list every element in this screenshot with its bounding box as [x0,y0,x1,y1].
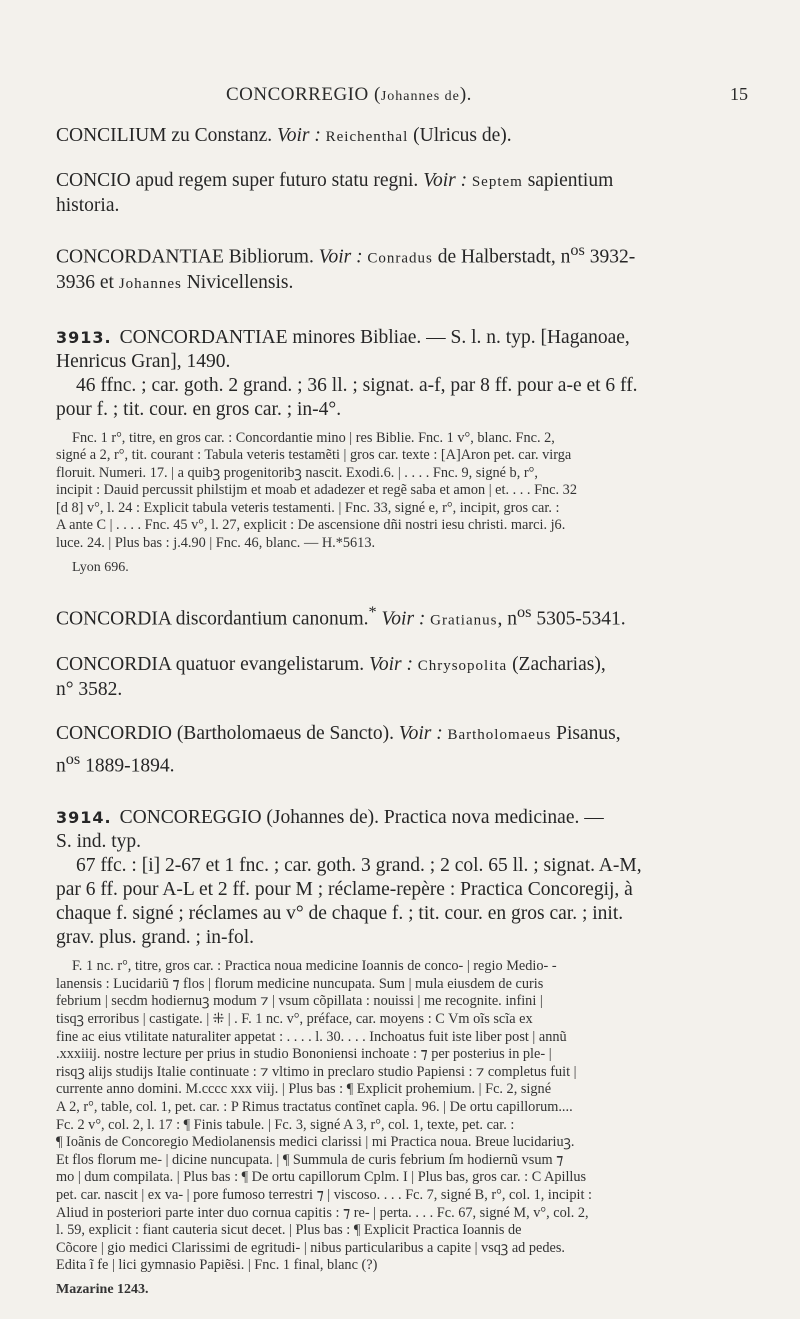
library-location: Lyon 696. [72,559,129,575]
page-body [56,124,752,1319]
page-number: 15 [730,84,748,104]
entry-3914: 3914. CONCOREGGIO (Johannes de). Practica nova medicinae. — S. ind. typ. 67 ffc. : [i] 2-67 et 1 fnc. ; car. goth. 3 grand. ; 2 col. 65 ll. ; signat. A-M, par 6 ff. pour A-L et 2 ff. pour M ; réclame-repère : Practica Concoregij, à chaque f. signé ; réclames au v° de chaque f. ; tit. cour. en gros car. ; init. grav. plus. grand. ; in-fol. F. 1 nc. r°, titre, gros car. : Practica noua medicine Ioannis de conco- | regio Medio- - lanensis : Lucidariũ ⁊ flos | florum medicine nuncupata. Sum | mula eiusdem de curis febrium | secdm hodiernuꝫ modum ⁊ | vsum cõpillata : nouissi | me recognite. infini | tisqꝫ erroribus | castigate. | ⁜ | . F. 1 nc. v°, préface, car. moyens : C Vm oĩs scĩa ex fine ac eius vtilitate naturaliter appetat : . . . . l. 30. . . . Inchoatus fuit iste liber post | annũ .xxxiiij. nostre lecture per prius in studio Bononiensi inchoate : ⁊ per posterius in ple- | risqꝫ alijs studijs Italie continuate : ⁊ vltimo in preclaro studio Papiensi : ⁊ completus fuit | currente anno domini. M.cccc xxx viij. | Plus bas : ¶ Explicit prohemium. | Fc. 2, signé A 2, r°, table, col. 1, pet. car. : P Rimus tractatus contĩnet capl̃a. 96. | De ortu capillorum.... Fc. 2 v°, col. 2, l. 17 : ¶ Finis tabule. | Fc. 3, signé A 3, r°, col. 1, texte, pet. car. : ¶ Ioãnis de Concoregio Mediolanensis medici clarissi | mi Practica noua. Breue lucidariuꝫ. Et flos florum me- | dicine nuncupata. | ¶ Summula de curis febrium ſm hodiernũ vsum ⁊ mo | dum compilata. | Plus bas : ¶ De ortu capillorum Cplm. I | Plus bas, gros car. : C Apillus pet. car. nascit | ex va- | pore fumoso terrestri ⁊ | viscoso. . . . Fc. 7, signé B, r°, col. 1, incipit : Aliud in posteriori parte inter duo cornua capitis : ⁊ re- | perta. . . . Fc. 67, signé M, v°, col. 2, l. 59, explicit : fiant cauteria sicut decet. | Plus bas : ¶ Explicit Practica Ioannis de Cõcore | gio medici Clarissimi de egritudi- | nibus particularibus a capite | vsqꝫ ad pedes. Edita ĩ fe | lici gymnasio Papiẽsi. | Fnc. 1 final, blanc (?) Mazarine 1243. [56,806,752,1298]
collation-3913: Fnc. 1 r°, titre, en gros car. : Concordantie mino | res Biblie. Fnc. 1 v°, blanc. Fnc. 2, signé a 2, r°, tit. courant : Tabula veteris testamẽti | gros car. texte : [A]Aron pet. car. virga floruit. Numeri. 17. | a quibꝫ progenitoribꝫ nascit. Exodi.6. | . . . . Fnc. 9, signé b, r°, incipit : Dauid percussit philstijm et moab et adadezer et regẽ saba et amon | et. . . . Fnc. 32 [d 8] v°, l. 24 : Explicit tabula veteris testamenti. | Fnc. 33, signé e, r°, incipit, gros car. : A ante C | . . . . Fnc. 45 v°, l. 27, explicit : De ascensione dñi nostri iesu christi. marci. j6. luce. 24. | Plus bas : j.4.90 | Fnc. 46, blanc. — H.*5613. Lyon 696. [56,430,752,577]
entry-concordantiae-bibliorum: CONCORDANTIAE Bibliorum. Voir : Conradus de Halberstadt, $n^{os}$ 3932- 3936 et Johannes Nivicellensis. [56,241,636,293]
collation-3914: F. 1 nc. r°, titre, gros car. : Practica noua medicine Ioannis de conco- | regio Medio- - lanensis : Lucidariũ ⁊ flos | florum medicine nuncupata. Sum | mula eiusdem de curis febrium | secdm hodiernuꝫ modum ⁊ | vsum cõpillata : nouissi | me recognite. infini | tisqꝫ erroribus | castigate. | ⁜ | . F. 1 nc. v°, préface, car. moyens : C Vm oĩs scĩa ex fine ac eius vtilitate naturaliter appetat : . . . . l. 30. . . . Inchoatus fuit iste liber post | annũ .xxxiiij. nostre lecture per prius in studio Bononiensi inchoate : ⁊ per posterius in ple- | risqꝫ alijs studijs Italie continuate : ⁊ vltimo in preclaro studio Papiensi : ⁊ completus fuit | currente anno domini. M.cccc xxx viij. | Plus bas : ¶ Explicit prohemium. | Fc. 2, signé A 2, r°, table, col. 1, pet. car. : P Rimus tractatus contĩnet capl̃a. 96. | De ortu capillorum.... Fc. 2 v°, col. 2, l. 17 : ¶ Finis tabule. | Fc. 3, signé A 3, r°, col. 1, texte, pet. car. : ¶ Ioãnis de Concoregio Mediolanensis medici clarissi | mi Practica noua. Breue lucidariuꝫ. Et flos florum me- | dicine nuncupata. | ¶ Summula de curis febrium ſm hodiernũ vsum ⁊ mo | dum compilata. | Plus bas : ¶ De ortu capillorum Cplm. I | Plus bas, gros car. : C Apillus pet. car. nascit | ex va- | pore fumoso terrestri ⁊ | viscoso. . . . Fc. 7, signé B, r°, col. 1, incipit : Aliud in posteriori parte inter duo cornua capitis : ⁊ re- | perta. . . . Fc. 67, signé M, v°, col. 2, l. 59, explicit : fiant cauteria sicut decet. | Plus bas : ¶ Explicit Practica Ioannis de Cõcore | gio medici Clarissimi de egritudi- | nibus particularibus a capite | vsqꝫ ad pedes. Edita ĩ fe | lici gymnasio Papiẽsi. | Fnc. 1 final, blanc (?) Mazarine 1243. [56,958,752,1298]
entry-concordia-discordantium: CONCORDIA discordantium canonum.* Voir : Gratianus, $n^{os}$ 5305-5341. [56,603,626,630]
entry-number: 3914. [56,808,112,828]
library-location: Mazarine 1243. [56,1281,149,1297]
entry-concilium: CONCILIUM zu Constanz. Voir : Reichenthal (Ulricus de). [56,125,512,146]
entry-concordia-evangelistarum: CONCORDIA quatuor evangelistarum. Voir : Chrysopolita (Zacharias), n° 3582. [56,653,606,700]
entry-3913: 3913. CONCORDANTIAE minores Bibliae. — S. l. n. typ. [Haganoae, Henricus Gran], 1490. 46 ffnc. ; car. goth. 2 grand. ; 36 ll. ; signat. a-f, par 8 ff. pour a-e et 6 ff. pour f. ; tit. cour. en gros car. ; in-4°. Fnc. 1 r°, titre, en gros car. : Concordantie mino | res Biblie. Fnc. 1 v°, blanc. Fnc. 2, signé a 2, r°, tit. courant : Tabula veteris testamẽti | gros car. texte : [A]Aron pet. car. virga floruit. Numeri. 17. | a quibꝫ progenitoribꝫ nascit. Exodi.6. | . . . . Fnc. 9, signé b, r°, incipit : Dauid percussit philstijm et moab et adadezer et regẽ saba et amon | et. . . . Fnc. 32 [d 8] v°, l. 24 : Explicit tabula veteris testamenti. | Fnc. 33, signé e, r°, incipit, gros car. : A ante C | . . . . Fnc. 45 v°, l. 27, explicit : De ascensione dñi nostri iesu christi. marci. j6. luce. 24. | Plus bas : j.4.90 | Fnc. 46, blanc. — H.*5613. Lyon 696. [56,326,752,577]
running-title: CONCORREGIO (Johannes de). [226,84,472,105]
entry-concordio: CONCORDIO (Bartholomaeus de Sancto). Voir : Bartholomaeus Pisanus, $n^{os}$ 1889-1894. [56,722,621,777]
entry-concio: CONCIO apud regem super futuro statu regni. Voir : Septem sapientium historia. [56,170,614,216]
entry-number: 3913. [56,327,112,347]
page-header [0,84,800,110]
